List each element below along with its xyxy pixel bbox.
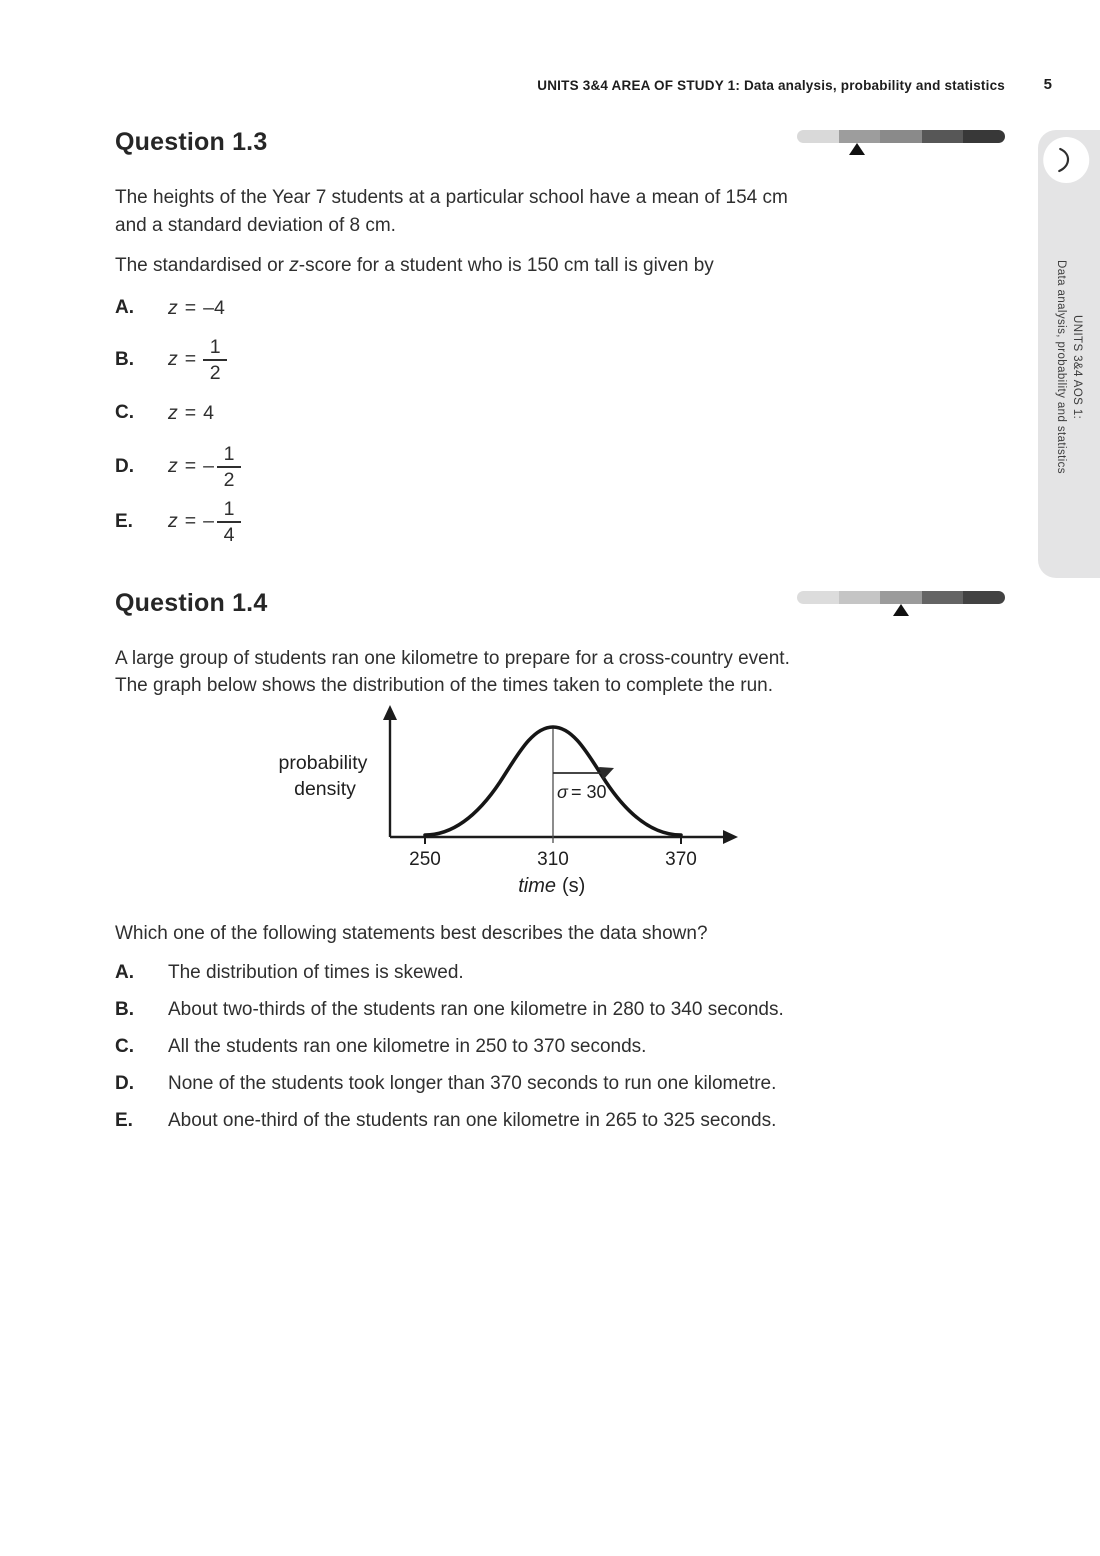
chevron-right-icon — [1043, 137, 1089, 183]
option-letter: D. — [115, 455, 134, 477]
z-variable: z — [168, 510, 178, 532]
fraction — [217, 444, 241, 490]
fraction-bar — [217, 521, 241, 523]
equals-sign: = — [184, 510, 197, 532]
option-text: About two-thirds of the students ran one kilometre in 280 to 340 seconds. — [168, 999, 784, 1020]
option-letter: C. — [115, 1036, 134, 1057]
difficulty-marker-icon — [893, 604, 909, 616]
option-value: –4 — [203, 296, 225, 319]
z-variable: z — [168, 455, 178, 477]
q14-paragraph-1 — [115, 645, 1005, 700]
q13-option-b — [115, 337, 1005, 383]
y-axis-arrow-icon — [383, 705, 397, 720]
equals-sign: = — [184, 296, 197, 319]
next-page-button[interactable] — [1043, 137, 1089, 183]
section-tab-label — [1053, 260, 1085, 474]
option-letter: B. — [115, 999, 134, 1020]
q13-paragraph-2 — [115, 252, 1005, 280]
q14-option-d — [115, 1072, 1005, 1096]
fraction-denominator: 4 — [223, 523, 235, 546]
fraction-bar — [217, 466, 241, 468]
normal-distribution-chart — [245, 702, 755, 907]
q13-paragraph-1 — [115, 184, 1005, 239]
option-letter: C. — [115, 402, 134, 423]
density-curve-figure — [245, 702, 1005, 912]
fraction-bar — [203, 359, 227, 361]
z-variable: z — [168, 296, 178, 319]
difficulty-bar-q14 — [797, 591, 1005, 621]
option-text: The distribution of times is skewed. — [168, 962, 464, 983]
z-variable: z — [168, 348, 178, 370]
main-content — [115, 128, 1005, 1146]
text-line: A large group of students ran one kilometre to prepare for a cross-country event. — [115, 647, 790, 669]
q13-option-d — [115, 444, 1005, 490]
minus-sign: – — [203, 455, 214, 477]
option-letter: D. — [115, 1073, 134, 1094]
option-letter: A. — [115, 297, 134, 318]
x-tick-label-370: 370 — [665, 848, 697, 870]
page-header: UNITS 3&4 AREA OF STUDY 1: Data analysis, probability and statistics — [537, 78, 1005, 93]
q14-option-c — [115, 1035, 1005, 1059]
equals-sign: = — [184, 455, 197, 477]
option-value: 4 — [203, 401, 214, 424]
q14-question: Which one of the following statements best describes the data shown? — [115, 922, 708, 944]
option-text: About one-third of the students ran one kilometre in 265 to 325 seconds. — [168, 1110, 777, 1131]
text-line: The heights of the Year 7 students at a particular school have a mean of 154 cm — [115, 187, 788, 208]
option-formula — [168, 337, 227, 383]
question-1-4-heading-row — [115, 589, 1005, 625]
tab-label-line1: UNITS 3&4 AOS 1: — [1071, 315, 1083, 420]
option-formula — [168, 444, 241, 490]
option-formula — [168, 499, 241, 545]
difficulty-bar-track — [797, 591, 1005, 604]
option-formula — [168, 402, 214, 425]
text-line: The graph below shows the distribution of the times taken to complete the run. — [115, 675, 773, 696]
y-axis-label-line1: probability — [278, 751, 368, 774]
option-formula — [168, 297, 225, 320]
equals-sign: = — [184, 348, 197, 370]
fraction — [203, 337, 227, 383]
option-letter: A. — [115, 962, 134, 983]
difficulty-marker-icon — [849, 143, 865, 155]
option-letter: B. — [115, 348, 134, 370]
fraction-numerator: 1 — [223, 497, 235, 520]
equals-sign: = — [184, 401, 197, 424]
option-letter: E. — [115, 1110, 133, 1131]
q14-option-b — [115, 998, 1005, 1022]
q13-option-c — [115, 402, 1005, 425]
text-segment: The standardised or — [115, 255, 290, 276]
q14-option-e — [115, 1109, 1005, 1133]
sigma-symbol: σ — [557, 781, 568, 802]
x-tick-label-310: 310 — [537, 848, 569, 870]
text-line: and a standard deviation of 8 cm. — [115, 214, 396, 236]
q13-option-e — [115, 499, 1005, 545]
q14-option-a — [115, 961, 1005, 985]
z-variable: z — [289, 255, 299, 276]
option-text: All the students ran one kilometre in 250 to 370 seconds. — [168, 1036, 647, 1057]
fraction-numerator: 1 — [209, 335, 221, 358]
minus-sign: – — [203, 510, 214, 532]
q14-options — [115, 961, 1005, 1133]
fraction — [217, 499, 241, 545]
fraction-denominator: 2 — [209, 361, 221, 384]
question-1-3-title: Question 1.3 — [115, 128, 268, 156]
difficulty-bar-track — [797, 130, 1005, 143]
x-axis-label-units: (s) — [562, 874, 586, 897]
text-segment: -score for a student who is 150 cm tall is given by — [298, 255, 714, 276]
sigma-value: = 30 — [571, 781, 607, 802]
fraction-denominator: 2 — [223, 468, 235, 491]
x-axis-arrow-icon — [723, 830, 738, 844]
sigma-arrow-head-icon — [599, 767, 614, 780]
fraction-numerator: 1 — [223, 442, 235, 465]
z-variable: z — [168, 401, 178, 424]
page-number: 5 — [1043, 76, 1052, 93]
x-tick-label-250: 250 — [409, 848, 441, 870]
tab-label-line2: Data analysis, probability and statistics — [1055, 260, 1067, 475]
question-1-3-heading-row — [115, 128, 1005, 164]
y-axis-label-line2: density — [294, 777, 356, 800]
x-axis-label-time: time — [518, 874, 556, 897]
option-letter: E. — [115, 510, 133, 532]
q13-option-a — [115, 297, 1005, 320]
question-1-4-title: Question 1.4 — [115, 588, 268, 617]
option-text: None of the students took longer than 370 seconds to run one kilometre. — [168, 1073, 777, 1094]
section-tab[interactable] — [1038, 130, 1100, 578]
difficulty-bar-q13 — [797, 130, 1005, 160]
